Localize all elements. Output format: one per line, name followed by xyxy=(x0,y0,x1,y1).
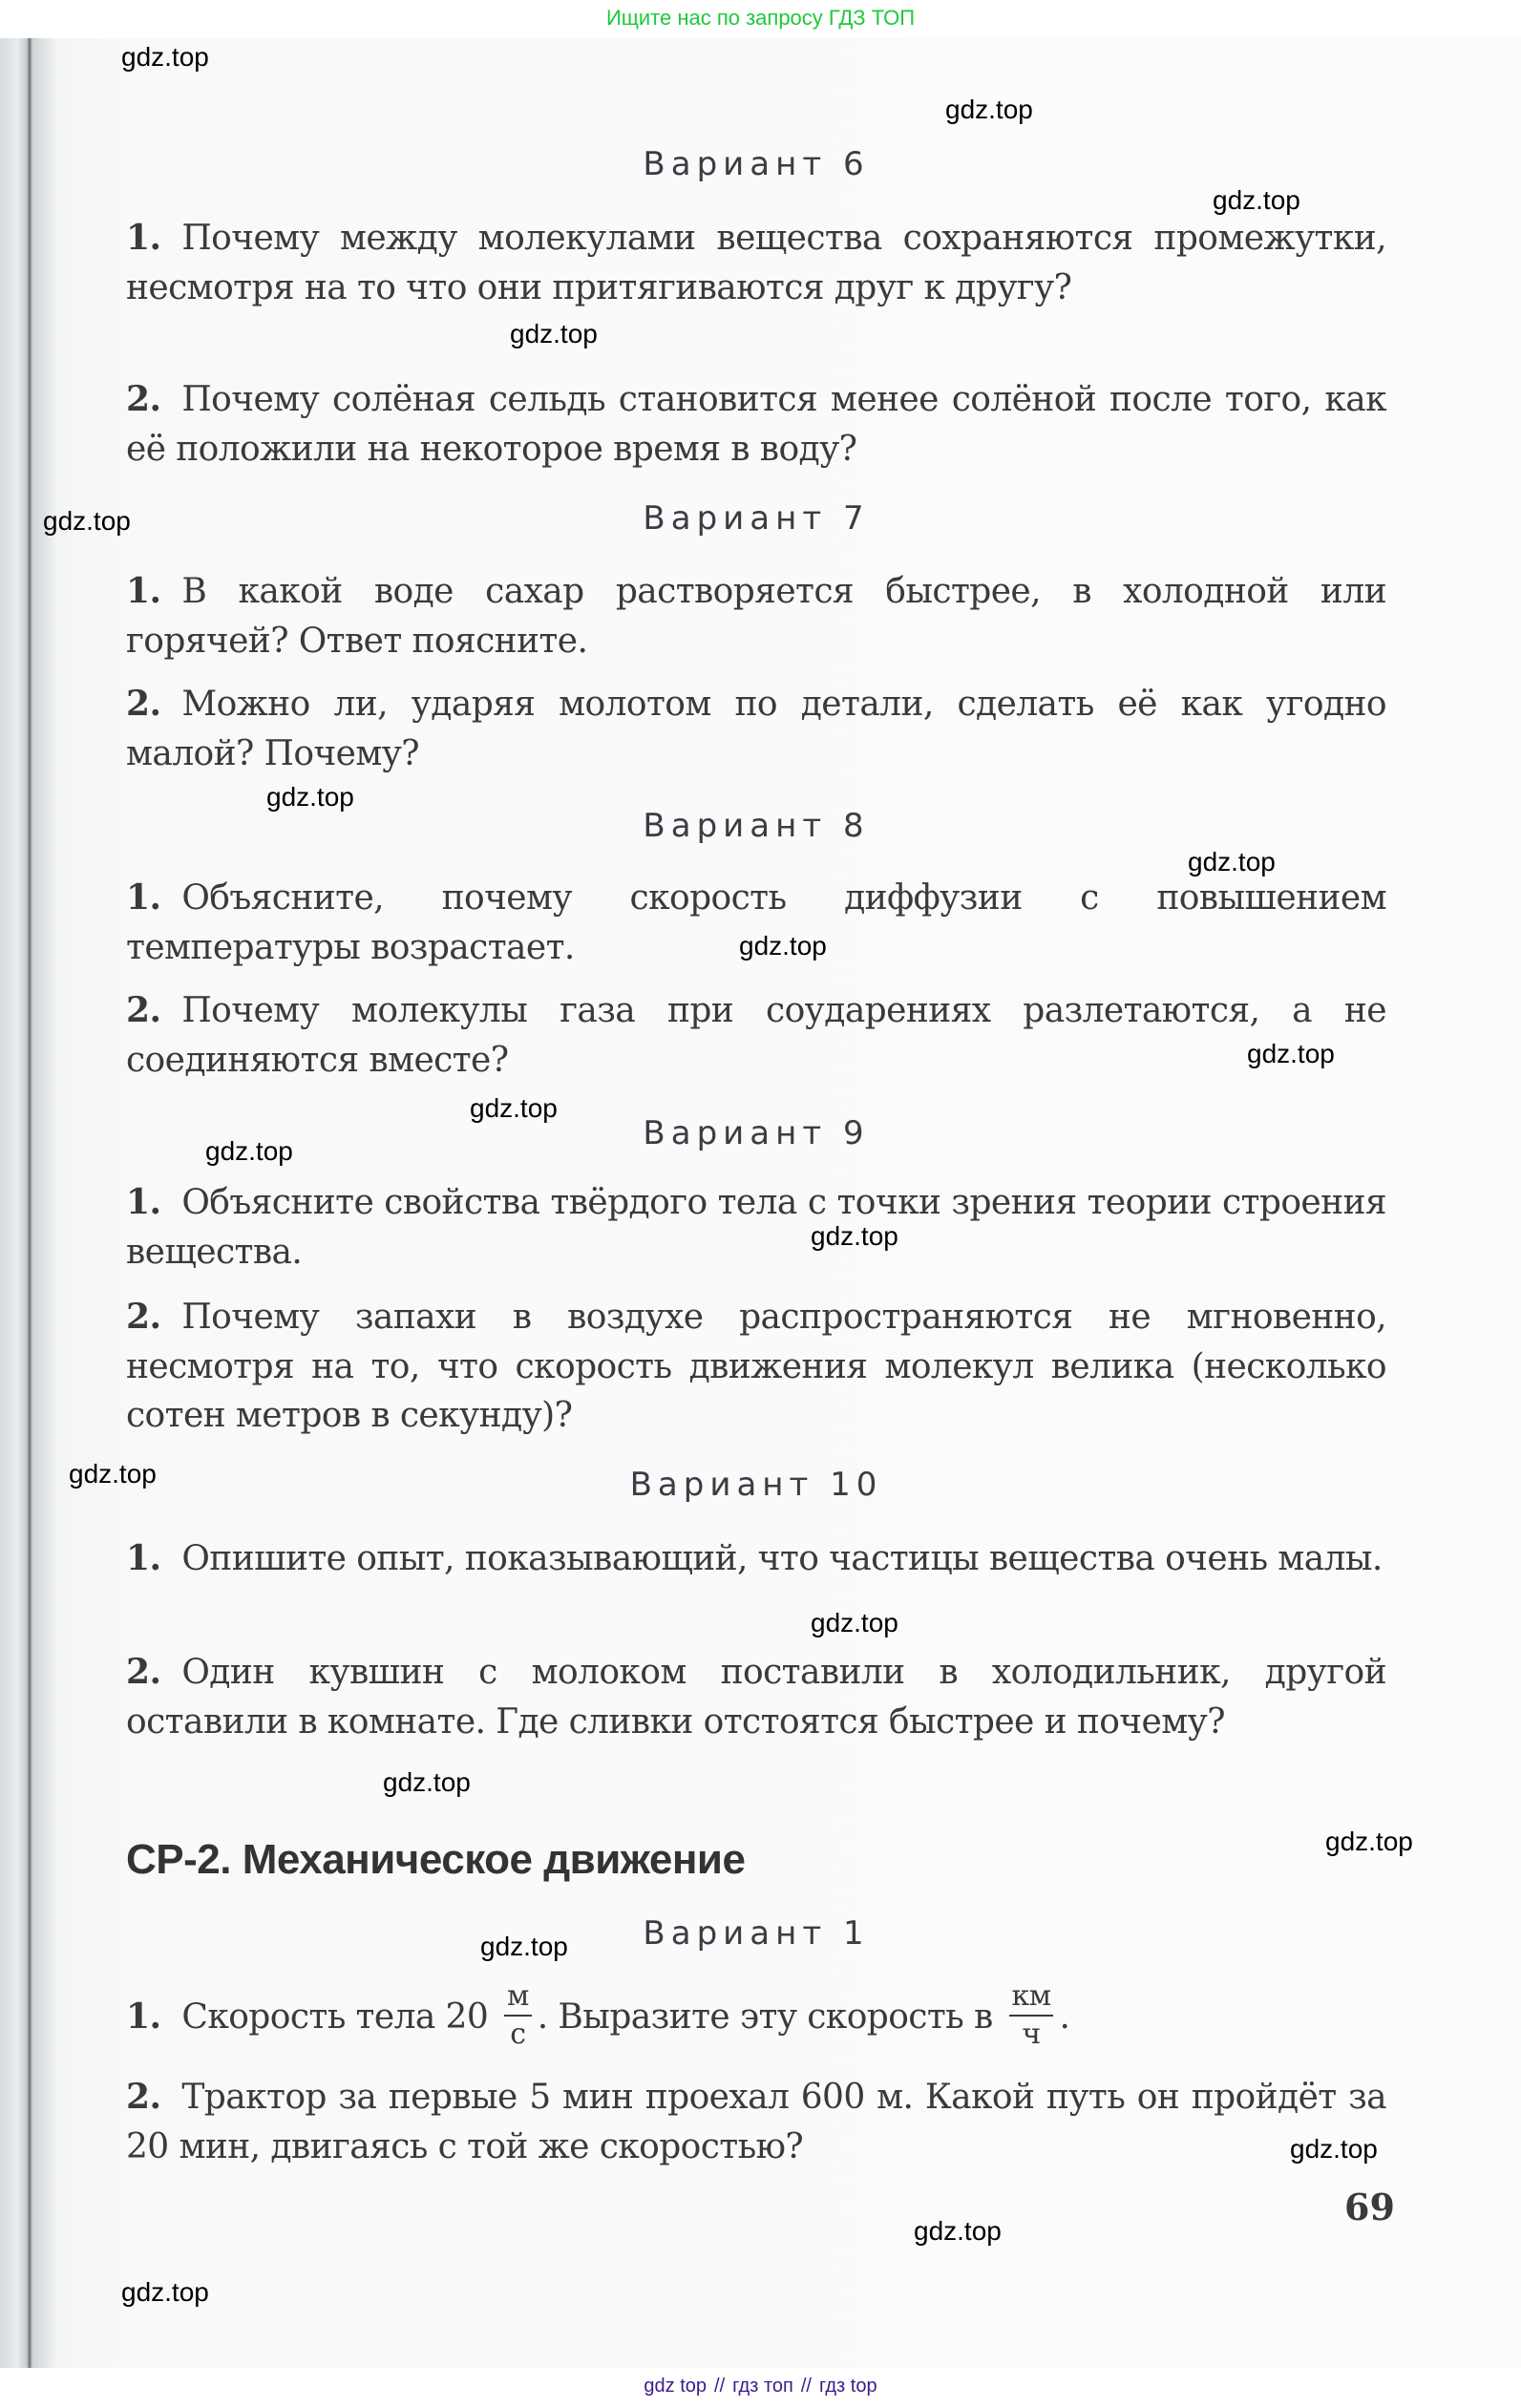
question-text: Почему солёная сельдь становится менее солёной после того, как её положили на некоторое время в воду? xyxy=(126,380,1386,469)
variant-7-question-1 xyxy=(126,567,1386,665)
watermark: gdz.top xyxy=(43,506,131,536)
watermark: gdz.top xyxy=(205,1136,293,1166)
fraction-numerator: км xyxy=(1009,1982,1054,2017)
question-text: Трактор за первые 5 мин проехал 600 м. Какой путь он пройдёт за 20 мин, двигаясь с той же скоростью? xyxy=(126,2078,1386,2166)
watermark: gdz.top xyxy=(1188,847,1276,877)
question-text-before: Скорость тела 20 xyxy=(181,1997,489,2037)
question-number: 2. xyxy=(126,684,161,724)
watermark: gdz.top xyxy=(383,1767,471,1797)
footer-links xyxy=(0,2372,1521,2400)
question-number: 1. xyxy=(126,1182,161,1222)
variant-8-question-2 xyxy=(126,986,1386,1085)
watermark: gdz.top xyxy=(121,42,209,72)
watermark: gdz.top xyxy=(1213,185,1300,215)
watermark: gdz.top xyxy=(739,931,827,961)
question-number: 1. xyxy=(126,877,161,918)
watermark: gdz.top xyxy=(811,1221,898,1251)
question-text-after: . xyxy=(1059,1997,1070,2037)
question-number: 1. xyxy=(126,571,161,611)
watermark: gdz.top xyxy=(1247,1039,1335,1068)
watermark: gdz.top xyxy=(1290,2134,1378,2164)
fraction-denominator: с xyxy=(510,2017,526,2051)
variant-6-title: Вариант 6 xyxy=(643,145,870,183)
variant-8-title: Вариант 8 xyxy=(643,807,870,845)
question-text: В какой воде сахар растворяется быстрее, в холодной или горячей? Ответ поясните. xyxy=(126,572,1386,661)
fraction-denominator: ч xyxy=(1022,2017,1041,2051)
question-text: Почему молекулы газа при соударениях разлетаются, а не соединяются вместе? xyxy=(126,991,1386,1080)
variant-10-question-2 xyxy=(126,1648,1386,1746)
footer-separator: // xyxy=(800,2376,812,2397)
page-number: 69 xyxy=(1344,2186,1395,2228)
footer-separator: // xyxy=(714,2376,726,2397)
watermark: gdz.top xyxy=(121,2277,209,2307)
footer-link-gdz-top-mixed[interactable]: гдз top xyxy=(818,2376,877,2397)
fraction-m-per-s xyxy=(504,1979,532,2051)
watermark: gdz.top xyxy=(914,2216,1002,2246)
question-text: Можно ли, ударяя молотом по детали, сделать её как угодно малой? Почему? xyxy=(126,685,1386,773)
variant-10-question-1 xyxy=(126,1534,1386,1584)
question-number: 2. xyxy=(126,1297,161,1337)
question-number: 1. xyxy=(126,1538,161,1578)
question-number: 2. xyxy=(126,1652,161,1692)
question-text: Один кувшин с молоком поставили в холодильник, другой оставили в комнате. Где сливки отстоятся быстрее и почему? xyxy=(126,1653,1386,1742)
watermark: gdz.top xyxy=(480,1932,568,1961)
watermark: gdz.top xyxy=(1325,1827,1413,1856)
variant-7-title: Вариант 7 xyxy=(643,499,870,538)
footer-link-gdz-top[interactable]: gdz top xyxy=(644,2376,708,2397)
fraction-km-per-h xyxy=(1009,1979,1054,2051)
variant-6-question-2 xyxy=(126,375,1386,474)
variant-9-question-2 xyxy=(126,1293,1386,1441)
variant-6-question-1 xyxy=(126,214,1386,312)
fraction-numerator: м xyxy=(504,1982,532,2017)
question-text-middle: . Выразите эту скорость в xyxy=(537,1997,993,2037)
question-number: 2. xyxy=(126,379,161,419)
question-text: Почему между молекулами вещества сохраняются промежутки, несмотря на то что они притягиваются друг к другу? xyxy=(126,219,1386,307)
watermark: gdz.top xyxy=(69,1459,157,1489)
variant-10-title: Вариант 10 xyxy=(629,1466,883,1504)
watermark: gdz.top xyxy=(266,782,354,812)
section-question-2 xyxy=(126,2073,1386,2171)
section-variant-1-title: Вариант 1 xyxy=(643,1914,870,1953)
variant-7-question-2 xyxy=(126,680,1386,778)
question-number: 1. xyxy=(126,218,161,258)
footer-link-gdz-top-ru[interactable]: гдз топ xyxy=(732,2376,793,2397)
question-text: Опишите опыт, показывающий, что частицы вещества очень малы. xyxy=(181,1539,1383,1578)
variant-9-title: Вариант 9 xyxy=(643,1114,870,1152)
section-title: СР-2. Механическое движение xyxy=(126,1836,746,1883)
section-question-1 xyxy=(126,1979,1386,2053)
question-text: Почему запахи в воздухе распространяются не мгновенно, несмотря на то, что скорость движения молекул велика (несколько сотен метров в секунду)? xyxy=(126,1298,1386,1435)
watermark: gdz.top xyxy=(510,319,598,349)
watermark: gdz.top xyxy=(945,95,1033,124)
question-number: 2. xyxy=(126,2077,161,2117)
variant-9-question-1 xyxy=(126,1178,1386,1277)
search-banner[interactable]: Ищите нас по запросу ГДЗ ТОП xyxy=(605,6,916,30)
watermark: gdz.top xyxy=(811,1608,898,1637)
watermark: gdz.top xyxy=(470,1093,558,1123)
question-text: Объясните свойства твёрдого тела с точки зрения теории строения вещества. xyxy=(126,1183,1386,1272)
question-number: 1. xyxy=(126,1996,161,2037)
question-text: Объясните, почему скорость диффузии с повышением температуры возрастает. xyxy=(126,878,1386,967)
question-number: 2. xyxy=(126,990,161,1030)
